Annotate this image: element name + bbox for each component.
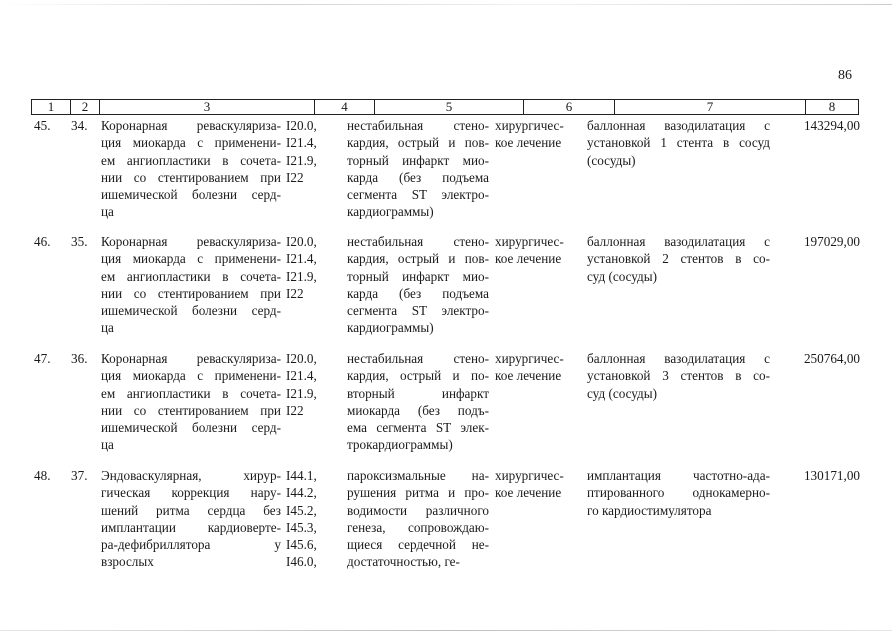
- table-row: [0, 233, 892, 348]
- patient-model-line: щиеся сердечной не-: [347, 537, 489, 553]
- treatment-type: [495, 350, 581, 385]
- patient-model: [347, 467, 489, 571]
- treatment-method-line: баллонная вазодилатация с: [587, 351, 770, 366]
- table-header-row: [31, 99, 859, 115]
- row-number: 47.: [34, 351, 51, 366]
- service-name-line: ем ангиопластики в сочета-: [101, 385, 281, 401]
- treatment-method-line: го кардиостимулятора: [587, 502, 712, 518]
- patient-model: [347, 233, 489, 337]
- treatment-type-line: хирургичес-: [495, 351, 564, 366]
- icd-codes-line: I45.2,: [286, 502, 317, 518]
- patient-model-line: достаточностью, ге-: [347, 554, 460, 570]
- icd-codes-line: I20.0,: [286, 351, 317, 366]
- icd-codes-line: I21.9,: [286, 152, 317, 168]
- icd-codes-line: I21.4,: [286, 368, 317, 384]
- icd-codes-line: I46.0,: [286, 554, 317, 570]
- service-name: [101, 467, 281, 571]
- table-row: [0, 350, 892, 465]
- patient-model-line: водимости различного: [347, 502, 489, 518]
- scan-edge-bottom: [0, 630, 892, 631]
- patient-model-line: карда (без подъема: [347, 169, 489, 185]
- icd-codes: [286, 350, 338, 419]
- icd-codes-line: I21.9,: [286, 385, 317, 401]
- patient-model-line: нестабильная стено-: [347, 351, 489, 366]
- group-number: 34.: [71, 118, 88, 133]
- treatment-type-line: хирургичес-: [495, 234, 564, 249]
- icd-codes: [286, 233, 338, 302]
- header-col-4: 4: [315, 100, 375, 114]
- treatment-method-line: имплантация частотно-ада-: [587, 468, 770, 483]
- treatment-method: [587, 233, 770, 285]
- treatment-method: [587, 117, 770, 169]
- treatment-type-line: кое лечение: [495, 368, 562, 384]
- patient-model-line: трокардиограммы): [347, 437, 453, 453]
- service-name-line: шений ритма сердца без: [101, 502, 281, 518]
- treatment-method-line: (сосуды): [587, 152, 636, 168]
- group-number: 35.: [71, 234, 88, 249]
- table-row: [0, 117, 892, 232]
- service-name: [101, 350, 281, 454]
- treatment-type: [495, 467, 581, 502]
- service-name-line: ца: [101, 437, 114, 453]
- service-name-line: Коронарная реваскуляриза-: [101, 351, 281, 366]
- header-col-8: 8: [828, 99, 836, 114]
- service-name-line: ишемической болезни серд-: [101, 420, 281, 436]
- treatment-method-line: установкой 3 стентов в со-: [587, 368, 770, 384]
- patient-model-line: ема сегмента ST элек-: [347, 420, 489, 436]
- service-name-line: ца: [101, 204, 114, 220]
- treatment-method-line: баллонная вазодилатация с: [587, 234, 770, 249]
- patient-model-line: сегмента ST электро-: [347, 303, 489, 319]
- service-name-line: взрослых: [101, 554, 154, 570]
- service-name-line: ем ангиопластики в сочета-: [101, 268, 281, 284]
- icd-codes-line: I21.4,: [286, 135, 317, 151]
- service-name-line: ция миокарда с применени-: [101, 251, 281, 267]
- treatment-type-line: кое лечение: [495, 485, 562, 501]
- service-name-line: Коронарная реваскуляриза-: [101, 234, 281, 249]
- icd-codes: [286, 117, 338, 186]
- header-col-7: 7: [615, 100, 806, 114]
- icd-codes-line: I21.9,: [286, 268, 317, 284]
- service-name: [101, 233, 281, 337]
- service-name-line: Коронарная реваскуляриза-: [101, 118, 281, 133]
- icd-codes-line: I20.0,: [286, 234, 317, 249]
- icd-codes-line: I44.2,: [286, 485, 317, 501]
- treatment-type-line: хирургичес-: [495, 468, 564, 483]
- treatment-method-line: установкой 2 стентов в со-: [587, 251, 770, 267]
- service-name-line: нии со стентированием при: [101, 169, 281, 185]
- patient-model-line: нестабильная стено-: [347, 118, 489, 133]
- patient-model-line: нестабильная стено-: [347, 234, 489, 249]
- row-number: 46.: [34, 234, 51, 249]
- service-name-line: имплантации кардиоверте-: [101, 519, 281, 535]
- row-number: 45.: [34, 118, 51, 133]
- price-value: 143294,00: [803, 118, 860, 133]
- service-name-line: ца: [101, 320, 114, 336]
- treatment-method-line: суд (сосуды): [587, 268, 658, 284]
- patient-model-line: карда (без подъема: [347, 285, 489, 301]
- patient-model-line: кардия, острый и пов-: [347, 251, 489, 267]
- patient-model-line: торный инфаркт мио-: [347, 152, 489, 168]
- service-name-line: ра-дефибриллятора у: [101, 537, 281, 553]
- patient-model-line: кардия, острый и пов-: [347, 135, 489, 151]
- patient-model-line: пароксизмальные на-: [347, 468, 489, 483]
- patient-model-line: сегмента ST электро-: [347, 187, 489, 203]
- patient-model-line: миокарда (без подъ-: [347, 402, 489, 418]
- treatment-method: [587, 467, 770, 519]
- scan-edge-top: [0, 4, 892, 5]
- service-name-line: ция миокарда с применени-: [101, 368, 281, 384]
- treatment-method-line: установкой 1 стента в сосуд: [587, 135, 770, 151]
- icd-codes-line: I44.1,: [286, 468, 317, 483]
- header-col-6: 6: [524, 100, 615, 114]
- treatment-method: [587, 350, 770, 402]
- table-row: [0, 467, 892, 582]
- patient-model-line: торный инфаркт мио-: [347, 268, 489, 284]
- treatment-method-line: баллонная вазодилатация с: [587, 118, 770, 133]
- patient-model-line: кардия, острый и по-: [347, 368, 489, 384]
- price-value: 130171,00: [803, 468, 860, 483]
- patient-model: [347, 117, 489, 221]
- header-col-2: 2: [71, 100, 100, 114]
- treatment-method-line: птированного однокамерно-: [587, 485, 770, 501]
- header-col-1: 1: [32, 100, 71, 114]
- price-value: 197029,00: [803, 234, 860, 249]
- treatment-type-line: кое лечение: [495, 251, 562, 267]
- icd-codes-line: I22: [286, 169, 304, 185]
- service-name: [101, 117, 281, 221]
- header-col-3: 3: [100, 100, 315, 114]
- patient-model-line: генеза, сопровождаю-: [347, 519, 489, 535]
- treatment-type-line: кое лечение: [495, 135, 562, 151]
- icd-codes: [286, 467, 338, 571]
- service-name-line: гическая коррекция нару-: [101, 485, 281, 501]
- treatment-type: [495, 233, 581, 268]
- service-name-line: ция миокарда с применени-: [101, 135, 281, 151]
- patient-model-line: кардиограммы): [347, 204, 434, 220]
- icd-codes-line: I22: [286, 402, 304, 418]
- price-value: 250764,00: [803, 351, 860, 366]
- service-name-line: ишемической болезни серд-: [101, 303, 281, 319]
- group-number: 37.: [71, 468, 88, 483]
- patient-model: [347, 350, 489, 454]
- treatment-type-line: хирургичес-: [495, 118, 564, 133]
- icd-codes-line: I45.3,: [286, 519, 317, 535]
- service-name-line: нии со стентированием при: [101, 285, 281, 301]
- icd-codes-line: I45.6,: [286, 537, 317, 553]
- patient-model-line: кардиограммы): [347, 320, 434, 336]
- treatment-type: [495, 117, 581, 152]
- header-col-5: 5: [375, 100, 524, 114]
- patient-model-line: рушения ритма и про-: [347, 485, 489, 501]
- patient-model-line: вторный инфаркт: [347, 385, 489, 401]
- row-number: 48.: [34, 468, 51, 483]
- service-name-line: нии со стентированием при: [101, 402, 281, 418]
- icd-codes-line: I20.0,: [286, 118, 317, 133]
- group-number: 36.: [71, 351, 88, 366]
- icd-codes-line: I22: [286, 285, 304, 301]
- service-name-line: Эндоваскулярная, хирур-: [101, 468, 281, 483]
- service-name-line: ишемической болезни серд-: [101, 187, 281, 203]
- page-number: 86: [838, 68, 852, 83]
- icd-codes-line: I21.4,: [286, 251, 317, 267]
- treatment-method-line: суд (сосуды): [587, 385, 658, 401]
- service-name-line: ем ангиопластики в сочета-: [101, 152, 281, 168]
